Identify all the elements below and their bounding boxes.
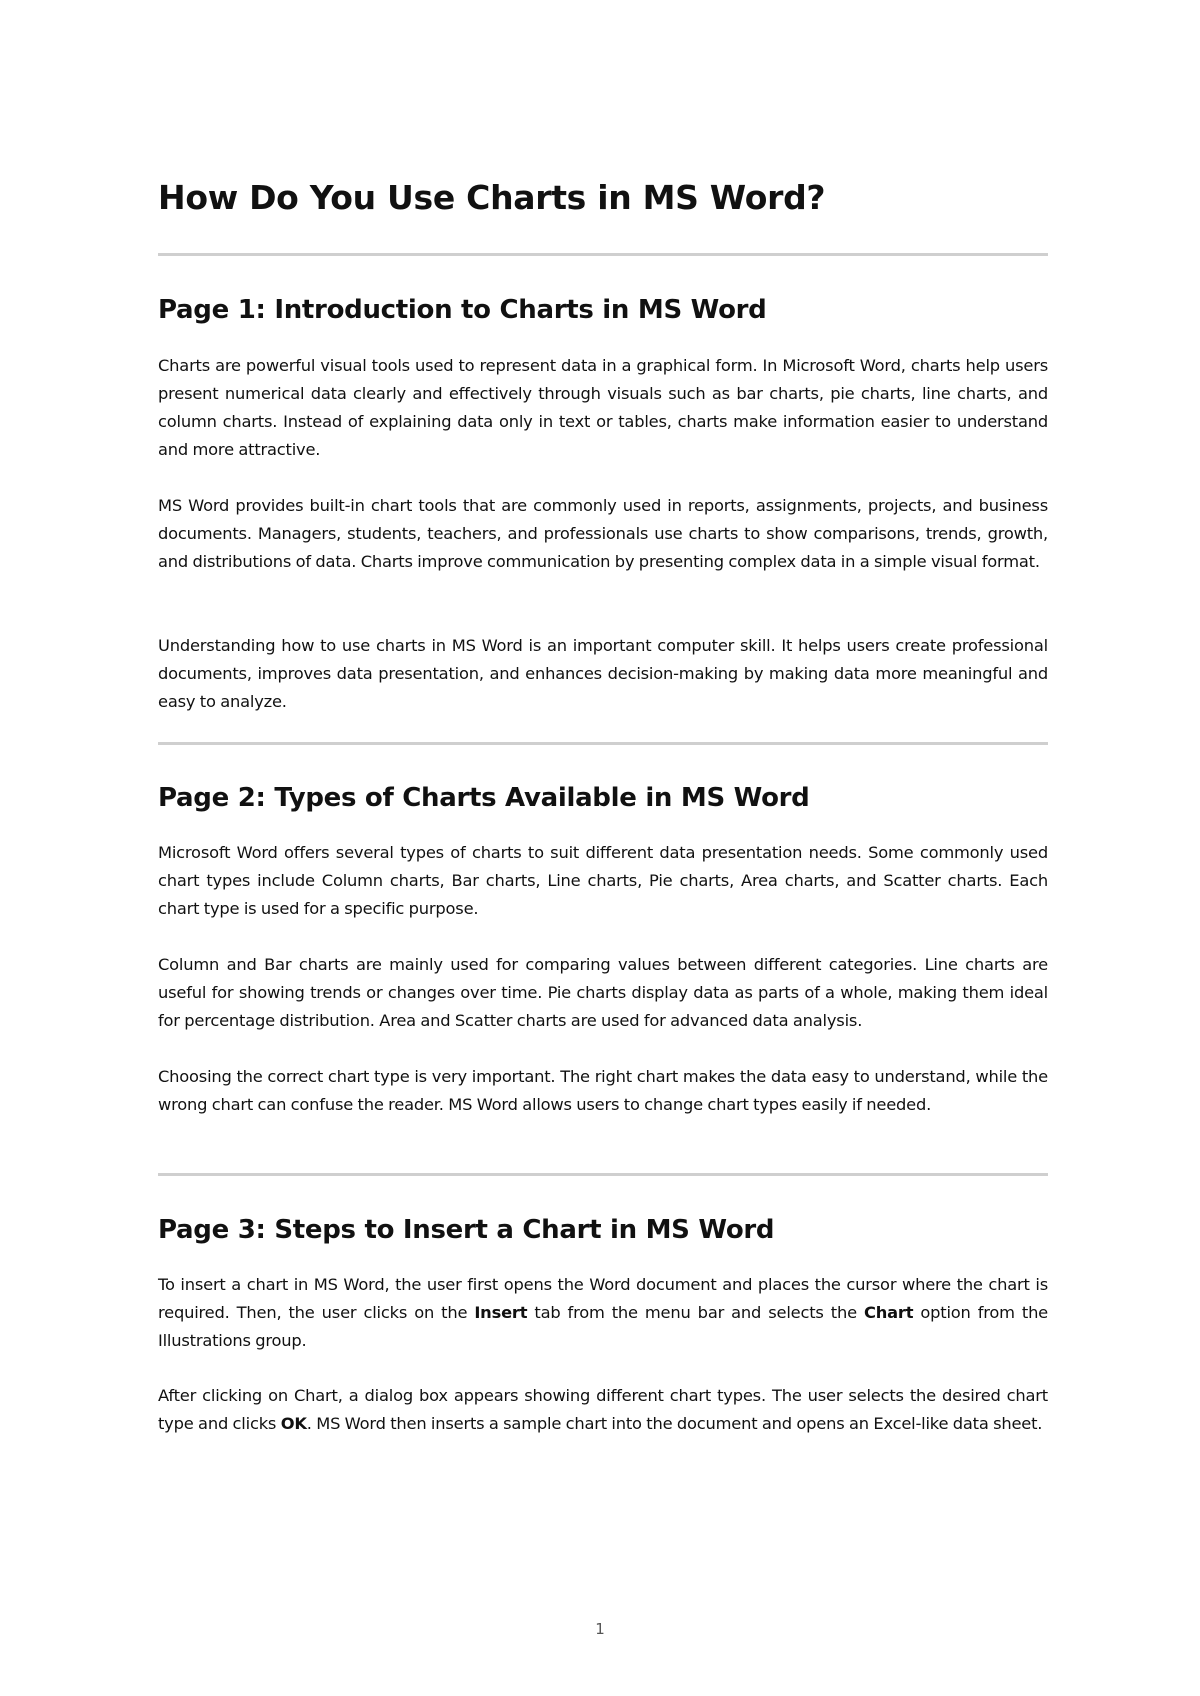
section-2-paragraph-1: Microsoft Word offers several types of charts to suit different data presentation needs. Some commonly used chart types include Column charts, Bar charts, Line charts, Pie charts, Area charts, and Scatter charts. Each chart type is used for a specific purpose. (158, 843, 1048, 918)
text-run: To insert a chart in MS Word, the user first opens the Word document and places the cursor where the chart is required. Then, the user clicks on the (158, 1275, 1048, 1322)
divider (158, 742, 1048, 745)
bold-term-chart: Chart (863, 1303, 914, 1322)
section-2-paragraph-2: Column and Bar charts are mainly used for comparing values between different categories. Line charts are useful for showing trends or changes over time. Pie charts display data as parts of a whole, making them ideal for percentage distribution. Area and Scatter charts are used for advanced data analysis. (158, 955, 1048, 1030)
section-3-paragraph-2 (158, 1382, 1048, 1438)
text-run: option from the Illustrations group. (158, 1303, 1049, 1350)
section-3-heading: Page 3: Steps to Insert a Chart in MS Word (158, 1215, 775, 1245)
bold-term-ok: OK (280, 1414, 307, 1433)
section-1-paragraph-2: MS Word provides built-in chart tools that are commonly used in reports, assignments, projects, and business documents. Managers, students, teachers, and professionals use charts to show comparisons, trends, growth, and distributions of data. Charts improve communication by presenting complex data in a simple visual format. (158, 496, 1048, 571)
divider (158, 1173, 1048, 1176)
text-run: . MS Word then inserts a sample chart into the document and opens an Excel-like data sheet. (306, 1414, 1043, 1433)
section-1-paragraph-1: Charts are powerful visual tools used to represent data in a graphical form. In Microsoft Word, charts help users present numerical data clearly and effectively through visuals such as bar charts, pie charts, line charts, and column charts. Instead of explaining data only in text or tables, charts make information easier to understand and more attractive. (158, 356, 1048, 459)
text-run: After clicking on Chart, a dialog box appears showing different chart types. The user selects the desired chart type and clicks (158, 1386, 1048, 1433)
divider (158, 253, 1048, 256)
text-run: tab from the menu bar and selects the (527, 1303, 864, 1322)
bold-term-insert: Insert (474, 1303, 528, 1322)
section-1-paragraph-3: Understanding how to use charts in MS Word is an important computer skill. It helps users create professional documents, improves data presentation, and enhances decision-making by making data more meaningful and easy to analyze. (158, 636, 1048, 711)
section-1-heading: Page 1: Introduction to Charts in MS Word (158, 295, 767, 325)
section-2-paragraph-3: Choosing the correct chart type is very important. The right chart makes the data easy to understand, while the wrong chart can confuse the reader. MS Word allows users to change chart types easily if needed. (158, 1067, 1048, 1114)
section-3-paragraph-1 (158, 1271, 1048, 1355)
page-number: 1 (595, 1620, 605, 1638)
section-2-heading: Page 2: Types of Charts Available in MS Word (158, 783, 810, 813)
document-title: How Do You Use Charts in MS Word? (158, 178, 826, 217)
